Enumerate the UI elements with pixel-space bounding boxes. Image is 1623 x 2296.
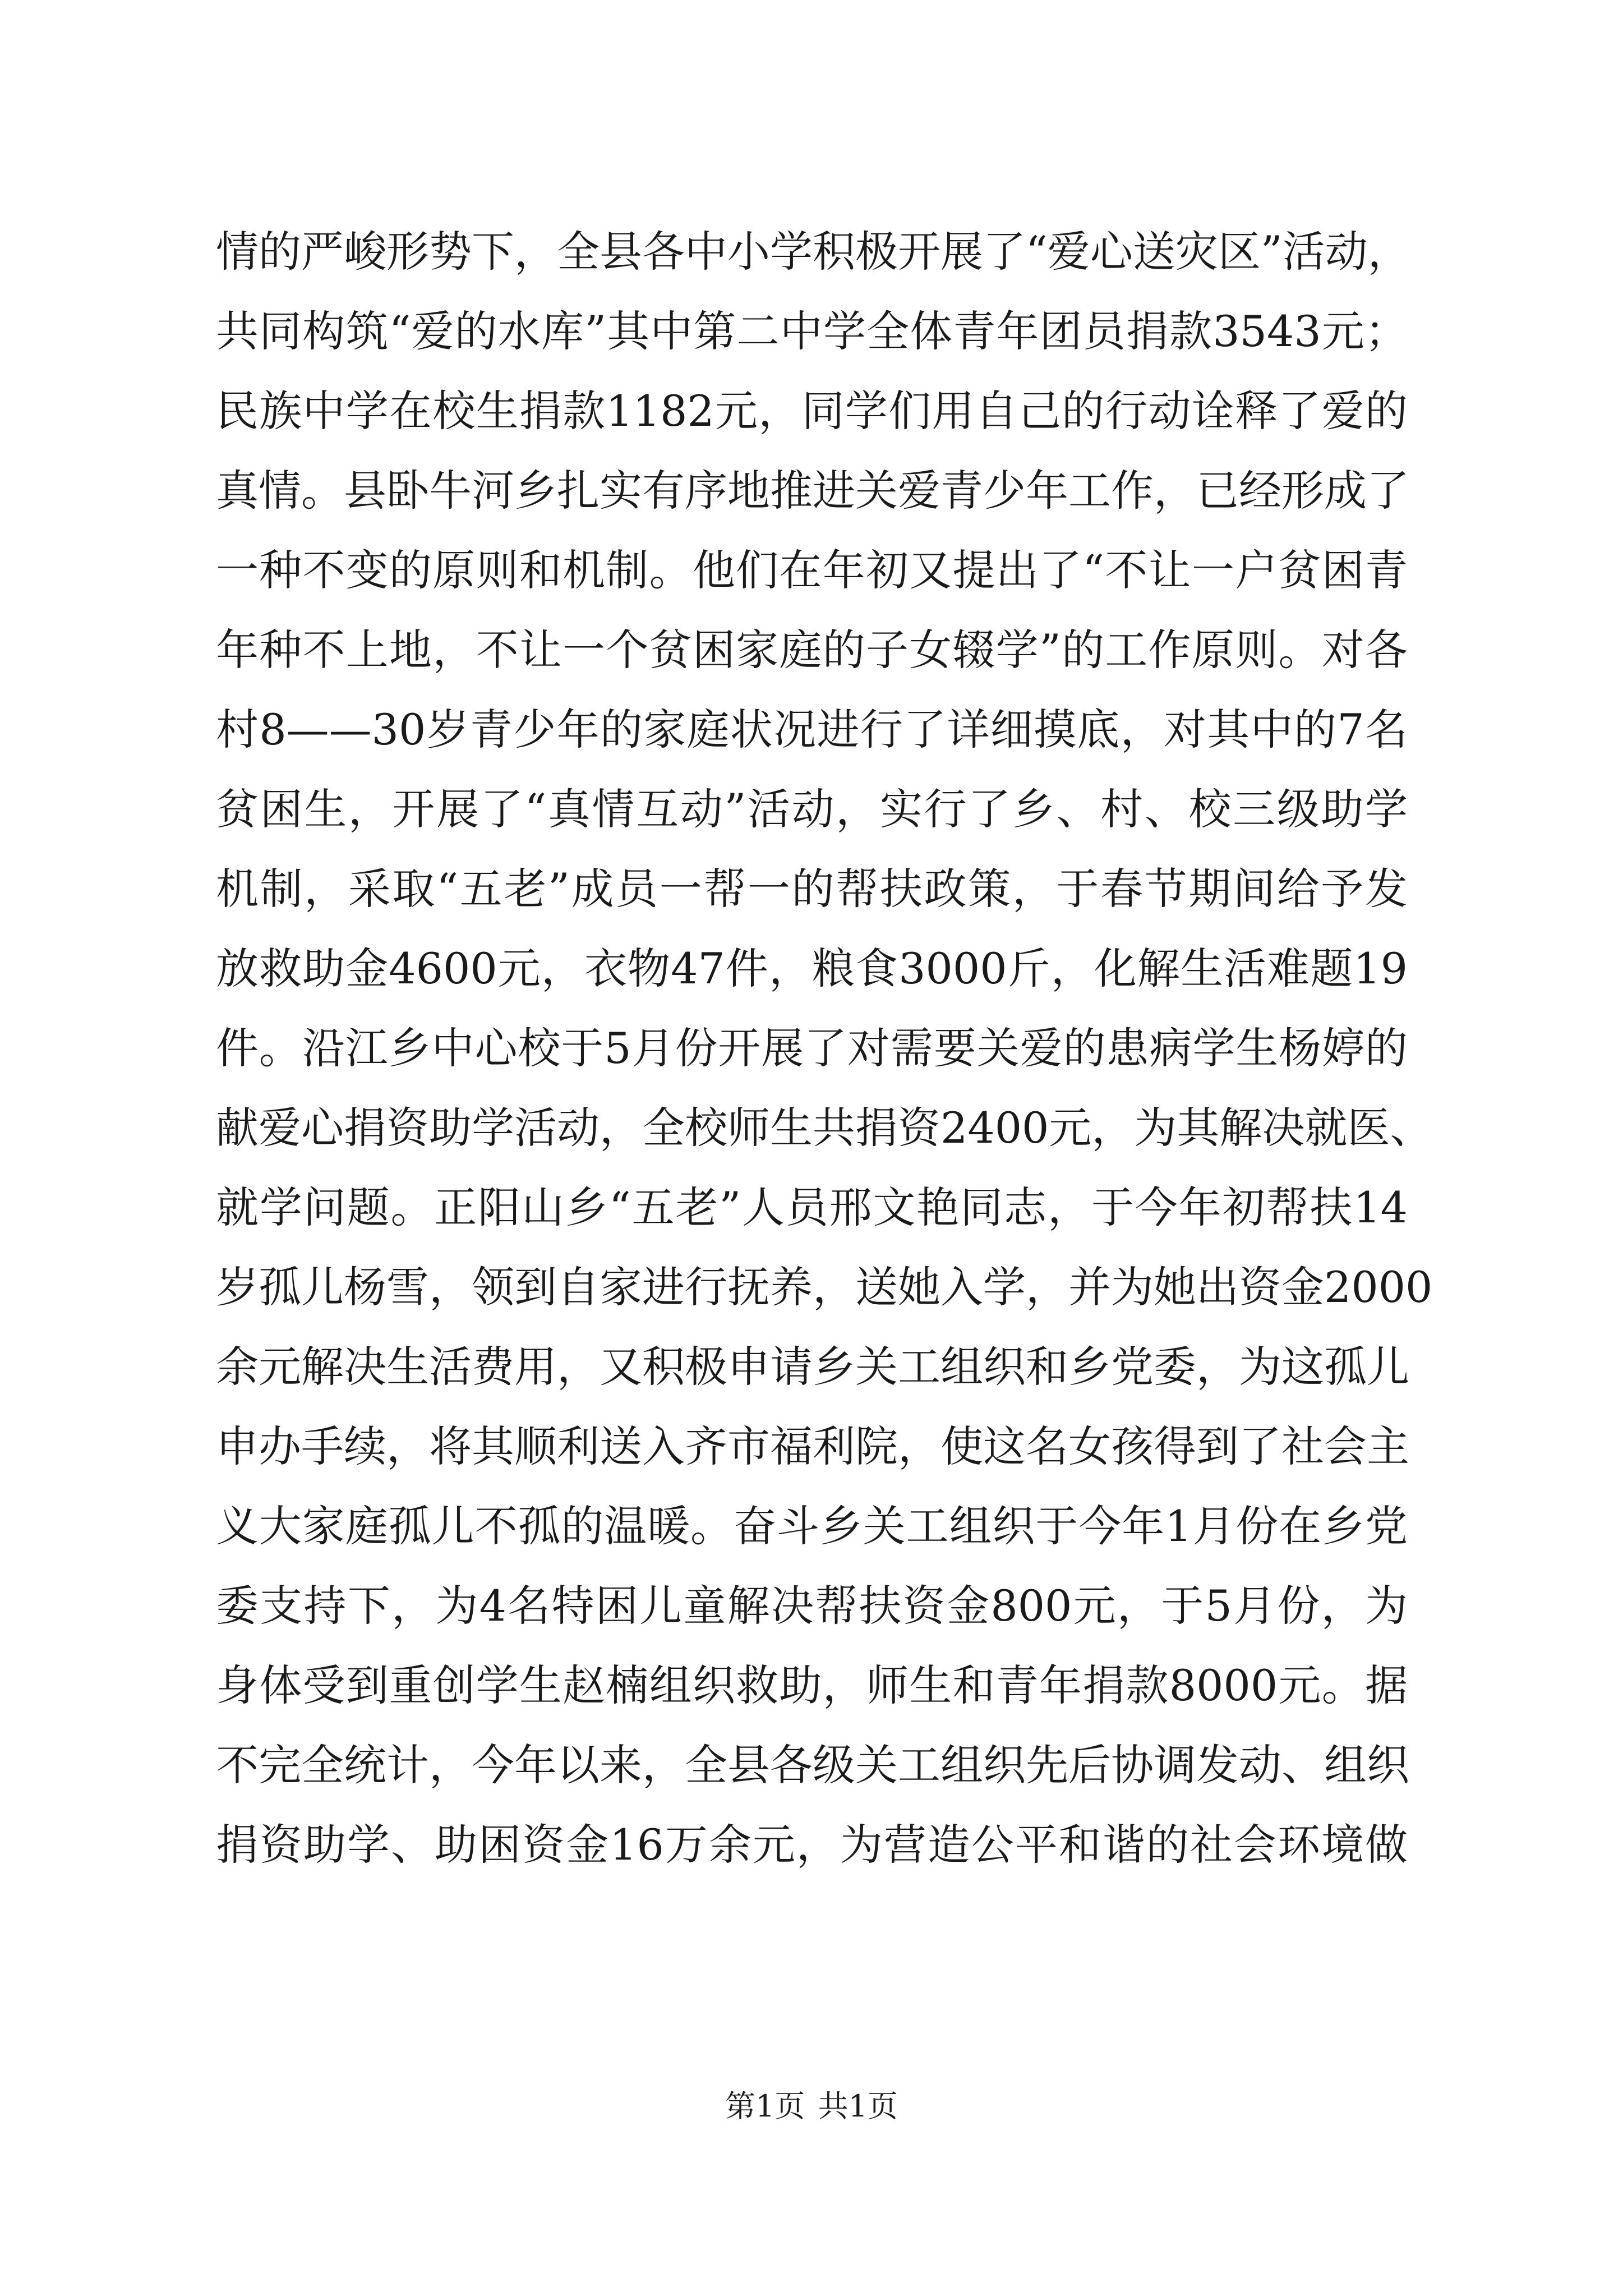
text-line: 余元解决生活费用，又积极申请乡关工组织和乡党委，为这孤儿	[216, 1342, 1409, 1392]
page-footer: 第1页 共1页	[725, 2088, 898, 2124]
text-line: 民族中学在校生捐款1182元，同学们用自己的行动诠释了爱的	[216, 386, 1408, 436]
text-line: 不完全统计，今年以来，全县各级关工组织先后协调发动、组织	[216, 1740, 1409, 1790]
text-line: 机制，采取“五老”成员一帮一的帮扶政策，于春节期间给予发	[216, 864, 1408, 914]
text-line: 真情。县卧牛河乡扎实有序地推进关爱青少年工作，已经形成了	[216, 466, 1409, 516]
text-line: 放救助金4600元，衣物47件，粮食3000斤，化解生活难题19	[216, 944, 1408, 993]
text-line: 共同构筑“爱的水库”其中第二中学全体青年团员捐款3543元；	[216, 306, 1408, 356]
text-line: 捐资助学、助困资金16万余元，为营造公平和谐的社会环境做	[216, 1820, 1408, 1870]
text-line: 就学问题。正阳山乡“五老”人员邢文艳同志，于今年初帮扶14	[216, 1182, 1408, 1232]
text-line: 义大家庭孤儿不孤的温暖。奋斗乡关工组织于今年1月份在乡党	[216, 1501, 1408, 1551]
text-line: 情的严峻形势下，全县各中小学积极开展了“爱心送灾区”活动，	[216, 227, 1410, 277]
text-line: 件。沿江乡中心校于5月份开展了对需要关爱的患病学生杨婷的	[216, 1023, 1408, 1073]
text-line: 身体受到重创学生赵楠组织救助，师生和青年捐款8000元。据	[216, 1660, 1408, 1710]
text-line: 一种不变的原则和机制。他们在年初又提出了“不让一户贫困青	[216, 545, 1408, 595]
body-text	[216, 212, 1433, 1885]
text-line: 年种不上地，不让一个贫困家庭的子女辍学”的工作原则。对各	[216, 625, 1408, 675]
text-line: 岁孤儿杨雪，领到自家进行抚养，送她入学，并为她出资金2000	[216, 1262, 1433, 1312]
text-line: 贫困生，开展了“真情互动”活动，实行了乡、村、校三级助学	[216, 784, 1408, 834]
text-line: 委支持下，为4名特困儿童解决帮扶资金800元，于5月份，为	[216, 1581, 1408, 1631]
text-line: 村8——30岁青少年的家庭状况进行了详细摸底，对其中的7名	[216, 705, 1408, 754]
text-line: 献爱心捐资助学活动，全校师生共捐资2400元，为其解决就医、	[216, 1103, 1433, 1153]
text-line: 申办手续，将其顺利送入齐市福利院，使这名女孩得到了社会主	[216, 1421, 1409, 1471]
